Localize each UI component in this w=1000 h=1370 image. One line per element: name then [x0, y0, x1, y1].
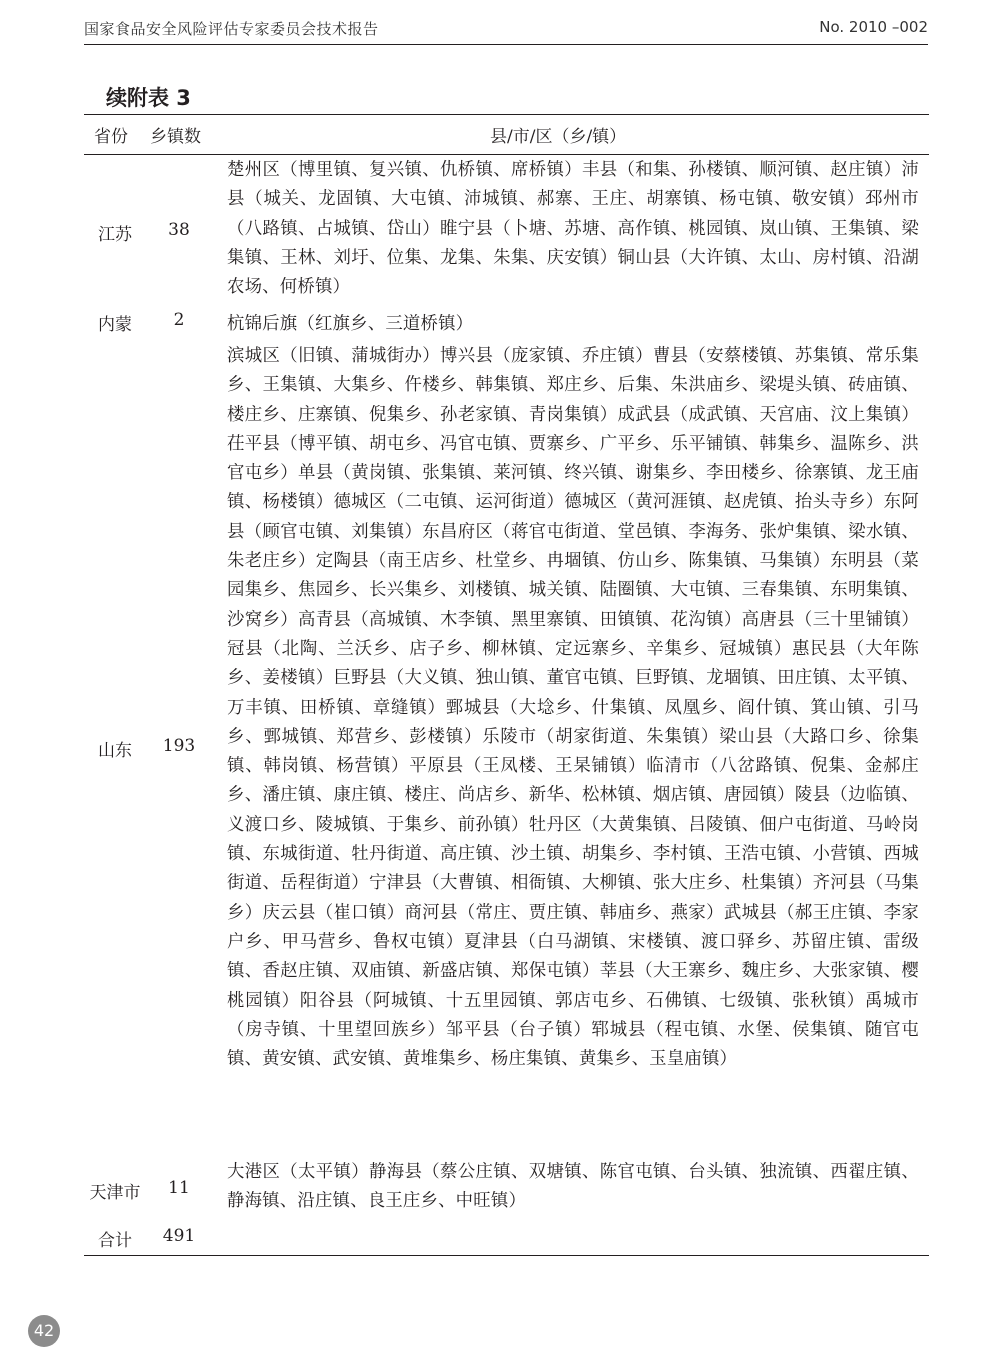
count-cell: 2	[173, 310, 185, 330]
count-cell: 38	[168, 220, 190, 240]
province-cell: 江苏	[98, 225, 132, 245]
count-cell: 11	[168, 1178, 190, 1198]
column-header-towns: 县/市/区（乡/镇）	[490, 127, 627, 147]
towns-cell: 大港区（太平镇）静海县（蔡公庄镇、双塘镇、陈官屯镇、台头镇、独流镇、西翟庄镇、静海镇、沿庄镇、良王庄乡、中旺镇）	[227, 1162, 919, 1212]
table-row	[84, 310, 929, 340]
province-cell: 内蒙	[98, 315, 132, 335]
table-header-rule	[84, 154, 929, 155]
table-row	[84, 1158, 929, 1218]
column-header-province: 省份	[94, 127, 128, 147]
table-top-rule	[84, 114, 929, 115]
count-cell: 193	[162, 736, 196, 756]
table-bottom-rule	[84, 1255, 929, 1256]
towns-cell: 杭锦后旗（红旗乡、三道桥镇）	[227, 314, 474, 334]
column-header-count: 乡镇数	[150, 127, 201, 147]
table-title: 续附表 3	[106, 86, 191, 110]
province-cell: 山东	[98, 741, 132, 761]
total-count: 491	[162, 1226, 196, 1246]
towns-cell: 楚州区（博里镇、复兴镇、仇桥镇、席桥镇）丰县（和集、孙楼镇、顺河镇、赵庄镇）沛县（城关、龙固镇、大屯镇、沛城镇、郝寨、王庄、胡寨镇、杨屯镇、敬安镇）邳州市（八路镇、占城镇、岱山）睢宁县（卜塘、苏塘、高作镇、桃园镇、岚山镇、王集镇、梁集镇、王林、刘圩、位集、龙集、朱集、庆安镇）铜山县（大许镇、太山、房村镇、沿湖农场、何桥镇）	[227, 160, 919, 298]
table-row	[84, 342, 929, 1162]
total-label: 合计	[98, 1231, 132, 1251]
page-number: 42	[28, 1315, 60, 1347]
province-cell: 天津市	[89, 1183, 141, 1203]
report-number: No. 2010 –002	[819, 18, 928, 36]
towns-cell: 滨城区（旧镇、蒲城街办）博兴县（庞家镇、乔庄镇）曹县（安蔡楼镇、苏集镇、常乐集乡、王集镇、大集乡、仵楼乡、韩集镇、郑庄乡、后集、朱洪庙乡、梁堤头镇、砖庙镇、楼庄乡、庄寨镇、倪集乡、孙老家镇、青岗集镇）成武县（成武镇、天宫庙、汶上集镇）茌平县（博平镇、胡屯乡、冯官屯镇、贾寨乡、广平乡、乐平铺镇、韩集乡、温陈乡、洪官屯乡）单县（黄岗镇、张集镇、莱河镇、终兴镇、谢集乡、李田楼乡、徐寨镇、龙王庙镇、杨楼镇）德城区（二屯镇、运河街道）德城区（黄河涯镇、赵虎镇、抬头寺乡）东阿县（顾官屯镇、刘集镇）东昌府区（蒋官屯街道、堂邑镇、李海务、张炉集镇、梁水镇、朱老庄乡）定陶县（南王店乡、杜堂乡、冉堌镇、仿山乡、陈集镇、马集镇）东明县（菜园集乡、焦园乡、长兴集乡、刘楼镇、城关镇、陆圈镇、大屯镇、三春集镇、东明集镇、沙窝乡）高青县（高城镇、木李镇、黑里寨镇、田镇镇、花沟镇）高唐县（三十里铺镇）冠县（北陶、兰沃乡、店子乡、柳林镇、定远寨乡、辛集乡、冠城镇）惠民县（大年陈乡、姜楼镇）巨野县（大义镇、独山镇、董官屯镇、巨野镇、龙堌镇、田庄镇、太平镇、万丰镇、田桥镇、章缝镇）鄄城县（大埝乡、什集镇、凤凰乡、阎什镇、箕山镇、引马乡、鄄城镇、郑营乡、彭楼镇）乐陵市（胡家街道、朱集镇）梁山县（大路口乡、徐集镇、韩岗镇、杨营镇）平原县（王凤楼、王杲铺镇）临清市（八岔路镇、倪集、金郝庄乡、潘庄镇、康庄镇、楼庄、尚店乡、新华、松林镇、烟店镇、唐园镇）陵县（边临镇、义渡口乡、陵城镇、于集乡、前孙镇）牡丹区（大黄集镇、吕陵镇、佃户屯街道、马岭岗镇、东城街道、牡丹街道、高庄镇、沙土镇、胡集乡、李村镇、王浩屯镇、小营镇、西城街道、岳程街道）宁津县（大曹镇、相衙镇、大柳镇、张大庄乡、杜集镇）齐河县（马集乡）庆云县（崔口镇）商河县（常庄、贾庄镇、韩庙乡、燕家）武城县（郝王庄镇、李家户乡、甲马营乡、鲁权屯镇）夏津县（白马湖镇、宋楼镇、渡口驿乡、苏留庄镇、雷级镇、香赵庄镇、双庙镇、新盛店镇、郑保屯镇）莘县（大王寨乡、魏庄乡、大张家镇、樱桃园镇）阳谷县（阿城镇、十五里园镇、郭店屯乡、石佛镇、七级镇、张秋镇）禹城市（房寺镇、十里望回族乡）邹平县（台子镇）郓城县（程屯镇、水堡、侯集镇、随官屯镇、黄安镇、武安镇、黄堆集乡、杨庄集镇、黄集乡、玉皇庙镇）	[227, 346, 919, 1070]
table-row	[84, 156, 929, 304]
page-header	[84, 14, 928, 45]
report-series-title: 国家食品安全风险评估专家委员会技术报告	[84, 20, 379, 38]
total-row	[84, 1226, 929, 1256]
